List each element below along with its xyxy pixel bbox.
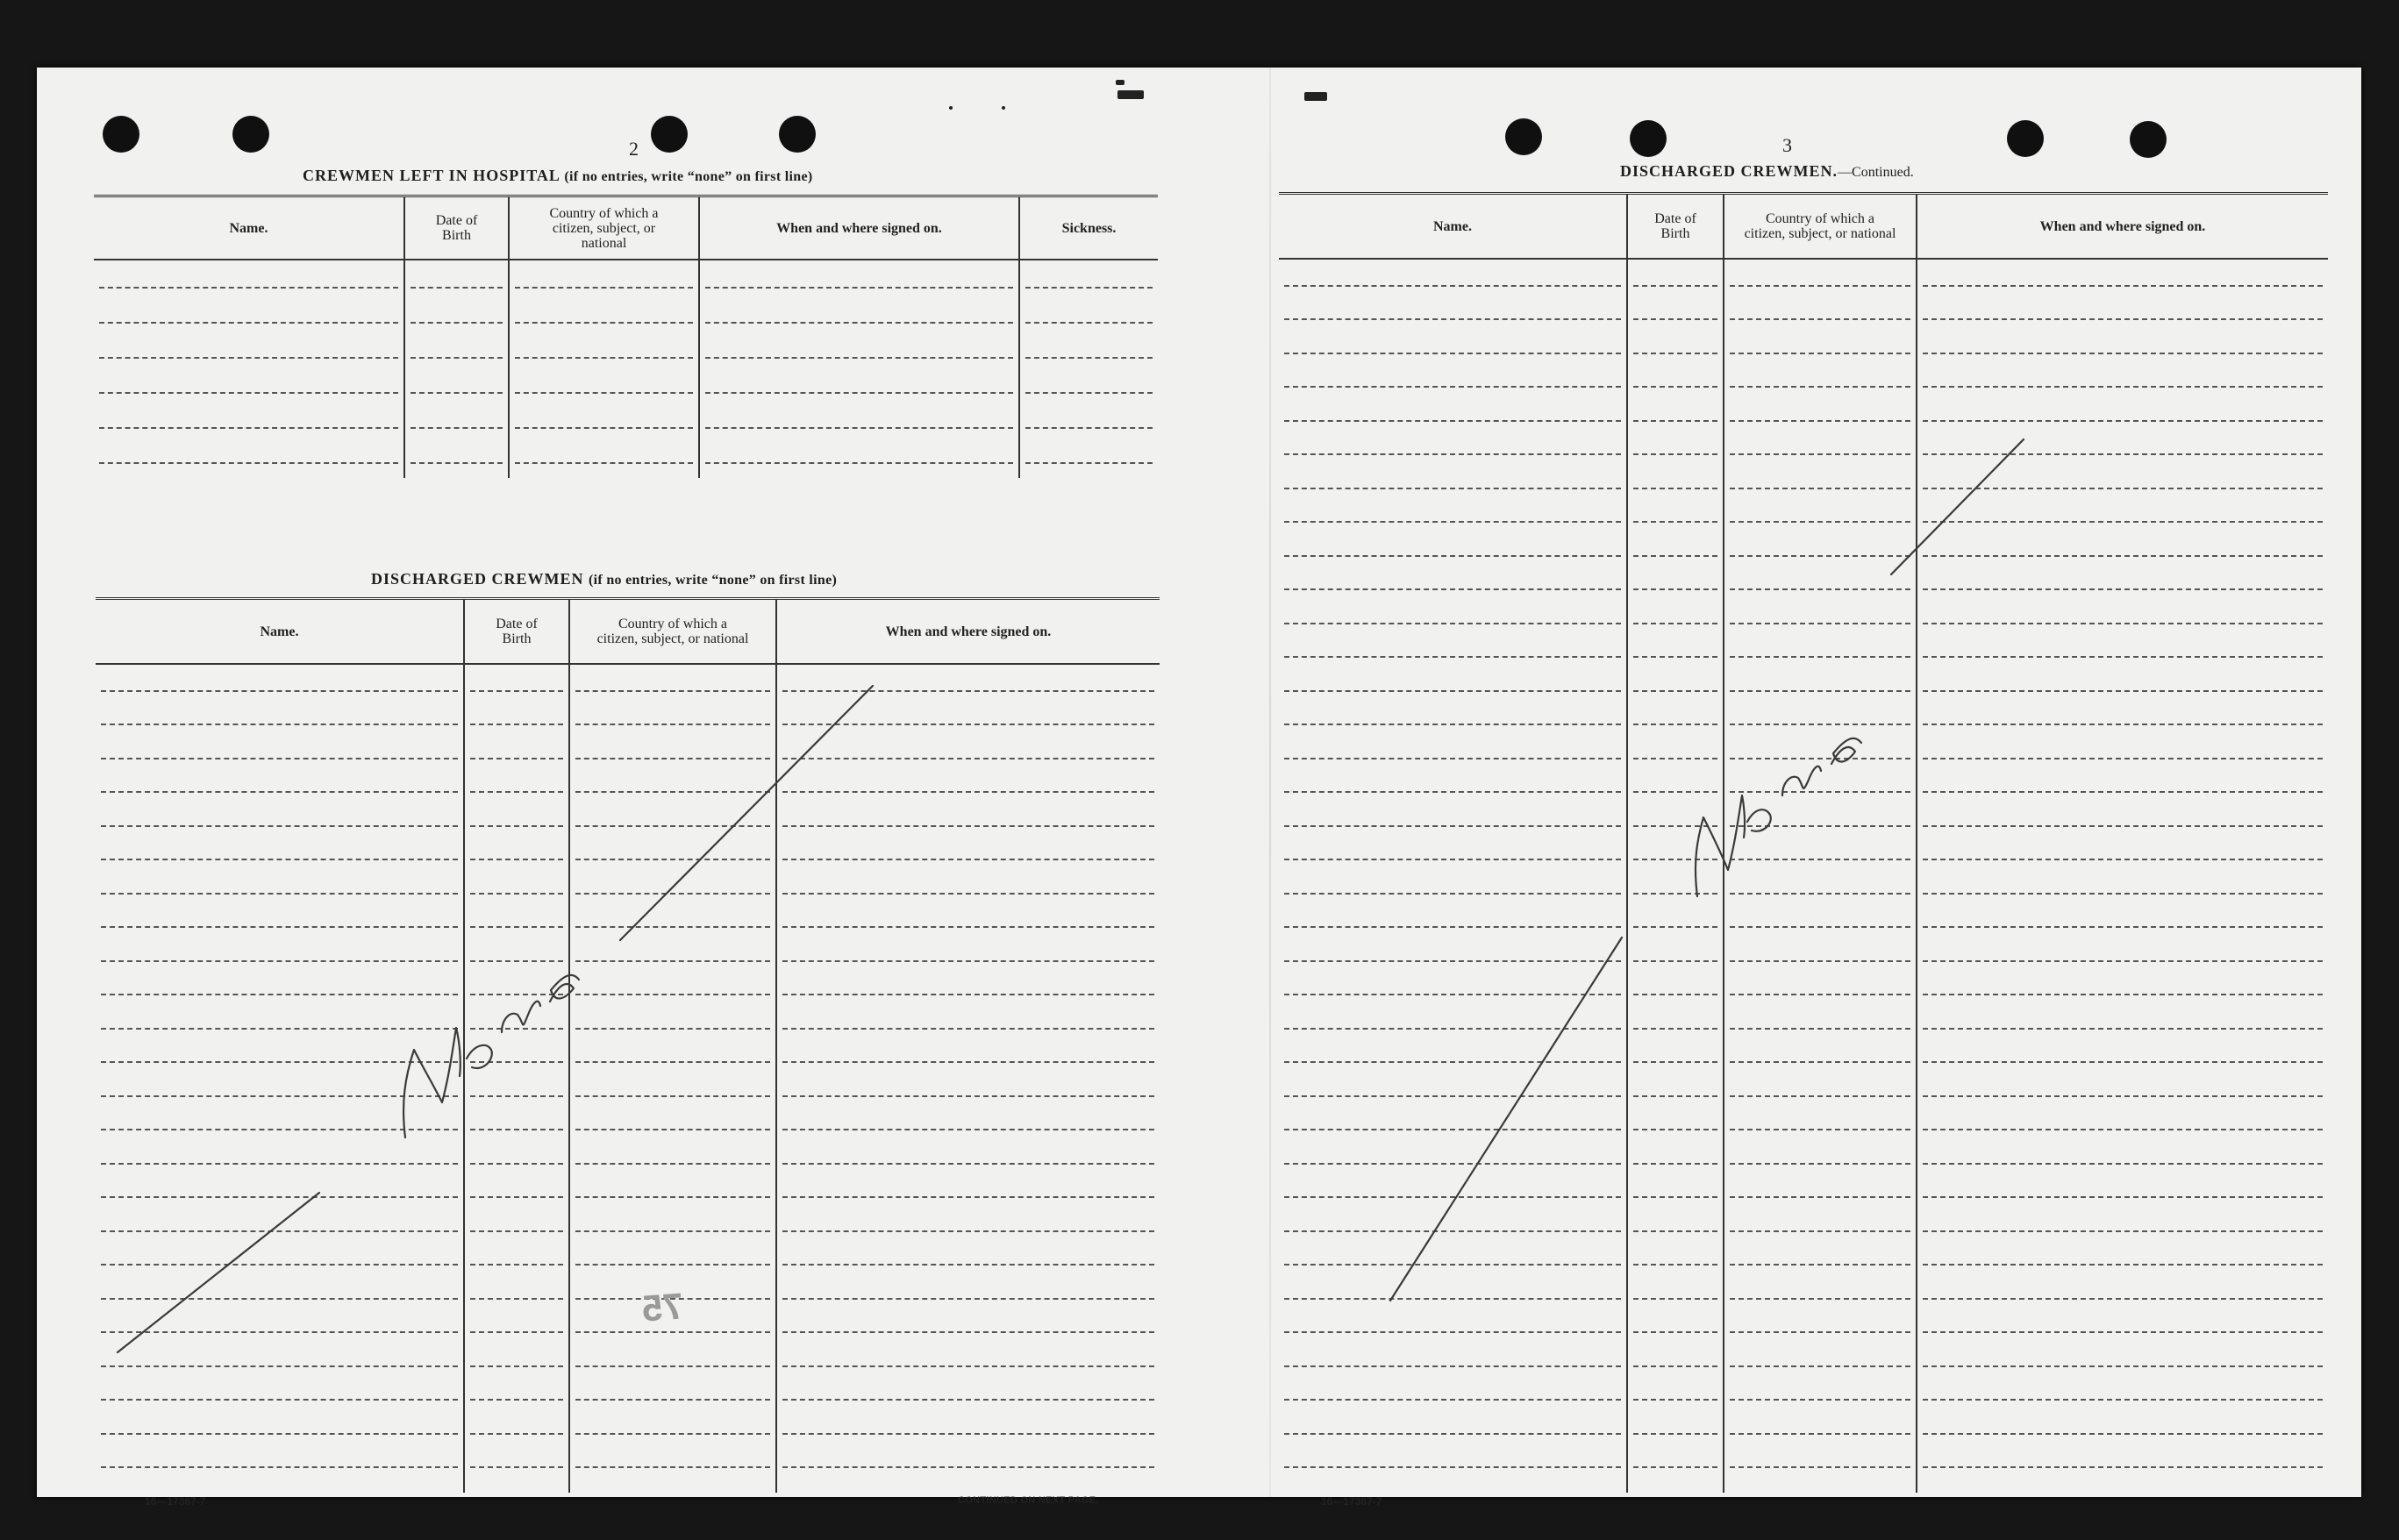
scanned-document (37, 68, 2361, 1508)
col-header-country: Country of which a citizen, subject, or national (596, 617, 749, 646)
page-number: 3 (1782, 134, 1792, 156)
hospital-title-text: CREWMEN LEFT IN HOSPITAL (303, 167, 560, 184)
col-header-signed-on: When and where signed on. (885, 624, 1052, 639)
col-header-name: Name. (229, 220, 268, 236)
col-header-country: Country of which a citizen, subject, or national (1744, 211, 1896, 241)
handwritten-annotations (37, 68, 2361, 1497)
col-header-name: Name. (260, 624, 299, 639)
handwritten-none-text (403, 975, 579, 1137)
form-number: 16—17387-7 (1321, 1495, 1382, 1508)
form-number: 16—17387-7 (145, 1495, 206, 1508)
handwritten-none-text (1696, 738, 1861, 896)
col-header-dob: Date of Birth (496, 617, 538, 646)
col-header-signed-on: When and where signed on. (2039, 218, 2206, 234)
discharged-continued-text: DISCHARGED CREWMEN. (1620, 162, 1839, 180)
hospital-title-note: (if no entries, write “none” on first line) (564, 169, 813, 184)
continued-note: CONTINUED ON NEXT PAGE. (958, 1495, 1099, 1506)
continued-label: —Continued. (1838, 165, 1914, 180)
col-header-sickness: Sickness. (1061, 220, 1117, 236)
discharged-title-text: DISCHARGED CREWMEN (371, 570, 584, 588)
col-header-country: Country of which a citizen, subject, or national (549, 205, 659, 251)
handwritten-strike-line (1390, 938, 1622, 1301)
col-header-dob: Date of Birth (435, 213, 478, 243)
col-header-dob: Date of Birth (1654, 211, 1696, 241)
handwritten-strike-line (118, 1193, 319, 1352)
discharged-title-note: (if no entries, write “none” on first line) (589, 573, 838, 588)
page-number: 2 (629, 138, 639, 160)
col-header-signed-on: When and where signed on. (776, 220, 942, 236)
col-header-name: Name. (1433, 218, 1472, 234)
handwritten-strike-line (1891, 439, 2024, 574)
stamp-digits: 75 (640, 1285, 685, 1330)
handwritten-strike-line (620, 686, 873, 940)
